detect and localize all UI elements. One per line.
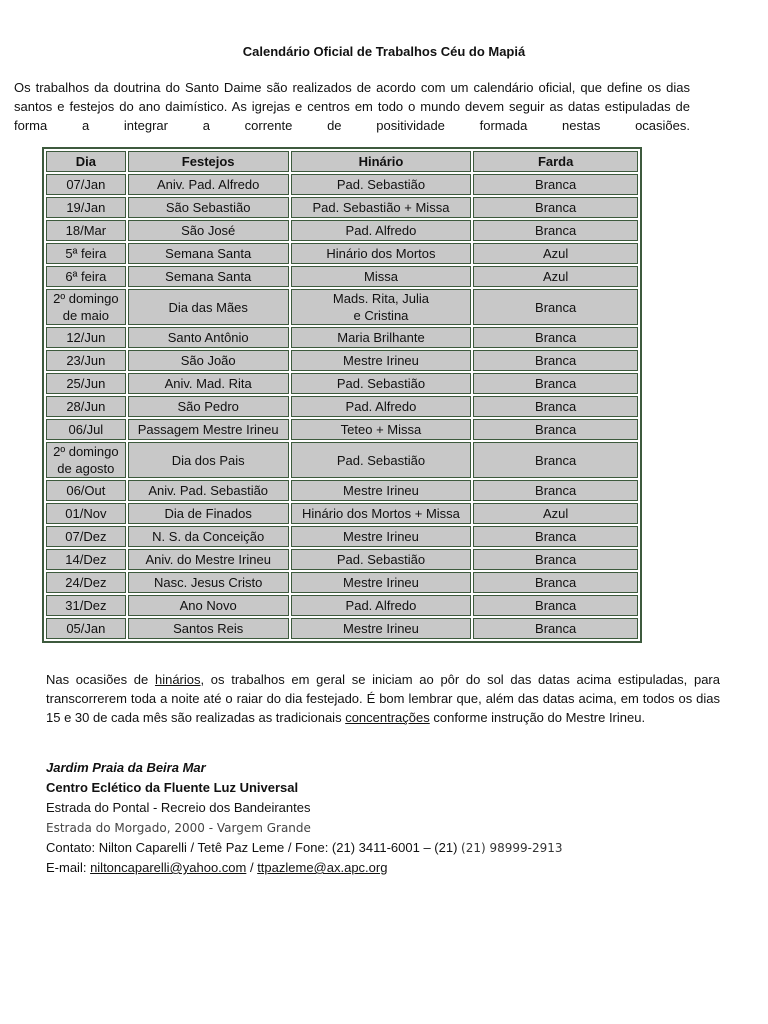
cell-festejos: Passagem Mestre Irineu <box>128 419 289 440</box>
cell-dia: 07/Dez <box>46 526 126 547</box>
cell-dia: 31/Dez <box>46 595 126 616</box>
header-farda: Farda <box>473 151 638 172</box>
cell-farda: Azul <box>473 503 638 524</box>
cell-dia: 12/Jun <box>46 327 126 348</box>
cell-festejos: Dia de Finados <box>128 503 289 524</box>
note-text-3: conforme instrução do Mestre Irineu. <box>429 710 646 725</box>
cell-festejos: Semana Santa <box>128 266 289 287</box>
cell-festejos: Ano Novo <box>128 595 289 616</box>
cell-farda: Branca <box>473 327 638 348</box>
contact-text: Contato: Nilton Caparelli / Tetê Paz Leme / Fone: (21) 3411-6001 – (21) <box>46 840 462 855</box>
calendar-table <box>42 147 642 643</box>
cell-farda: Azul <box>473 243 638 264</box>
header-festejos: Festejos <box>128 151 289 172</box>
cell-festejos: Santos Reis <box>128 618 289 639</box>
cell-dia: 2º domingo de maio <box>46 289 126 325</box>
page-title: Calendário Oficial de Trabalhos Céu do Mapiá <box>242 44 526 59</box>
cell-festejos: Aniv. Mad. Rita <box>128 373 289 394</box>
intro-paragraph: Os trabalhos da doutrina do Santo Daime são realizados de acordo com um calendário oficial, que define os dias santos e festejos do ano daimístico. As igrejas e centros em todo o mundo devem seguir as datas estipuladas de forma a integrar a corrente de positividade formada nestas ocasiões. <box>14 80 690 133</box>
table-row <box>46 197 638 218</box>
cell-hinario: Pad. Alfredo <box>291 220 472 241</box>
cell-hinario: Missa <box>291 266 472 287</box>
cell-farda: Branca <box>473 197 638 218</box>
cell-festejos: Dia dos Pais <box>128 442 289 478</box>
cell-festejos: São João <box>128 350 289 371</box>
cell-farda: Branca <box>473 174 638 195</box>
cell-dia: 05/Jan <box>46 618 126 639</box>
note-text-1: Nas ocasiões de <box>46 672 155 687</box>
cell-hinario: Pad. Sebastião <box>291 373 472 394</box>
cell-dia: 07/Jan <box>46 174 126 195</box>
cell-dia: 25/Jun <box>46 373 126 394</box>
cell-dia: 28/Jun <box>46 396 126 417</box>
cell-hinario: Mestre Irineu <box>291 618 472 639</box>
cell-festejos: Aniv. Pad. Alfredo <box>128 174 289 195</box>
cell-festejos: Santo Antônio <box>128 327 289 348</box>
cell-hinario: Maria Brilhante <box>291 327 472 348</box>
calendar-table-container <box>42 147 642 643</box>
cell-festejos: Nasc. Jesus Cristo <box>128 572 289 593</box>
email-link-2[interactable]: ttpazleme@ax.apc.org <box>257 860 388 875</box>
cell-farda: Branca <box>473 595 638 616</box>
cell-hinario: Pad. Sebastião <box>291 442 472 478</box>
cell-dia: 18/Mar <box>46 220 126 241</box>
cell-farda: Branca <box>473 220 638 241</box>
note-paragraph <box>46 670 720 727</box>
table-row <box>46 419 638 440</box>
table-row <box>46 480 638 501</box>
cell-farda: Branca <box>473 526 638 547</box>
contact-line <box>46 838 726 858</box>
cell-farda: Branca <box>473 549 638 570</box>
cell-hinario: Teteo + Missa <box>291 419 472 440</box>
cell-dia: 2º domingo de agosto <box>46 442 126 478</box>
cell-hinario: Pad. Sebastião + Missa <box>291 197 472 218</box>
table-row <box>46 572 638 593</box>
cell-farda: Branca <box>473 419 638 440</box>
table-row <box>46 327 638 348</box>
cell-farda: Azul <box>473 266 638 287</box>
cell-farda: Branca <box>473 350 638 371</box>
cell-hinario: Pad. Alfredo <box>291 595 472 616</box>
cell-hinario: Mads. Rita, Julia e Cristina <box>291 289 472 325</box>
email-line <box>46 858 726 878</box>
cell-dia: 14/Dez <box>46 549 126 570</box>
cell-farda: Branca <box>473 442 638 478</box>
cell-dia: 23/Jun <box>46 350 126 371</box>
cell-dia: 24/Dez <box>46 572 126 593</box>
cell-dia: 5ª feira <box>46 243 126 264</box>
table-row <box>46 396 638 417</box>
cell-farda: Branca <box>473 373 638 394</box>
table-row <box>46 266 638 287</box>
table-row <box>46 549 638 570</box>
cell-hinario: Mestre Irineu <box>291 350 472 371</box>
cell-festejos: Semana Santa <box>128 243 289 264</box>
place-name: Jardim Praia da Beira Mar <box>46 760 206 775</box>
table-row <box>46 526 638 547</box>
table-row <box>46 373 638 394</box>
cell-hinario: Mestre Irineu <box>291 572 472 593</box>
table-row <box>46 503 638 524</box>
cell-hinario: Mestre Irineu <box>291 526 472 547</box>
cell-farda: Branca <box>473 572 638 593</box>
table-row <box>46 174 638 195</box>
cell-festejos: São Sebastião <box>128 197 289 218</box>
email-separator: / <box>246 860 258 875</box>
contact-footer <box>46 758 726 878</box>
table-row <box>46 289 638 325</box>
cell-festejos: N. S. da Conceição <box>128 526 289 547</box>
address-line-1: Estrada do Pontal - Recreio dos Bandeirantes <box>46 800 311 815</box>
concentracoes-link[interactable]: concentrações <box>345 710 430 725</box>
cell-hinario: Hinário dos Mortos <box>291 243 472 264</box>
cell-hinario: Mestre Irineu <box>291 480 472 501</box>
cell-farda: Branca <box>473 396 638 417</box>
table-row <box>46 350 638 371</box>
email-label: E-mail: <box>46 860 91 875</box>
cell-hinario: Pad. Sebastião <box>291 549 472 570</box>
contact-phone-2: (21) 98999-2913 <box>461 841 563 855</box>
email-link-1[interactable]: niltoncaparelli@yahoo.com <box>90 860 247 875</box>
cell-festejos: São José <box>128 220 289 241</box>
table-row <box>46 243 638 264</box>
address-line-2: Estrada do Morgado, 2000 - Vargem Grande <box>46 821 311 835</box>
cell-festejos: Aniv. do Mestre Irineu <box>128 549 289 570</box>
cell-dia: 19/Jan <box>46 197 126 218</box>
cell-festejos: Aniv. Pad. Sebastião <box>128 480 289 501</box>
cell-festejos: São Pedro <box>128 396 289 417</box>
cell-farda: Branca <box>473 618 638 639</box>
cell-hinario: Pad. Sebastião <box>291 174 472 195</box>
table-row <box>46 595 638 616</box>
cell-dia: 01/Nov <box>46 503 126 524</box>
table-header-row <box>46 151 638 172</box>
cell-festejos: Dia das Mães <box>128 289 289 325</box>
center-name: Centro Eclético da Fluente Luz Universal <box>46 780 299 795</box>
calendar-table-body <box>46 174 638 639</box>
header-dia: Dia <box>46 151 126 172</box>
hinarios-link[interactable]: hinários <box>154 672 201 687</box>
cell-farda: Branca <box>473 480 638 501</box>
table-row <box>46 442 638 478</box>
cell-dia: 06/Jul <box>46 419 126 440</box>
note-text-2: , os trabalhos em geral se iniciam ao pôr do sol das datas acima estipuladas, para transcorrerem toda a noite até o raiar do dia festejado. É bom lembrar que, além das datas acima, em todos os dias 15 e 30 de cada mês são realizadas as tradicionais <box>46 672 720 725</box>
cell-dia: 6ª feira <box>46 266 126 287</box>
cell-hinario: Pad. Alfredo <box>291 396 472 417</box>
table-row <box>46 618 638 639</box>
cell-hinario: Hinário dos Mortos + Missa <box>291 503 472 524</box>
cell-dia: 06/Out <box>46 480 126 501</box>
cell-farda: Branca <box>473 289 638 325</box>
header-hinario: Hinário <box>291 151 472 172</box>
table-row <box>46 220 638 241</box>
